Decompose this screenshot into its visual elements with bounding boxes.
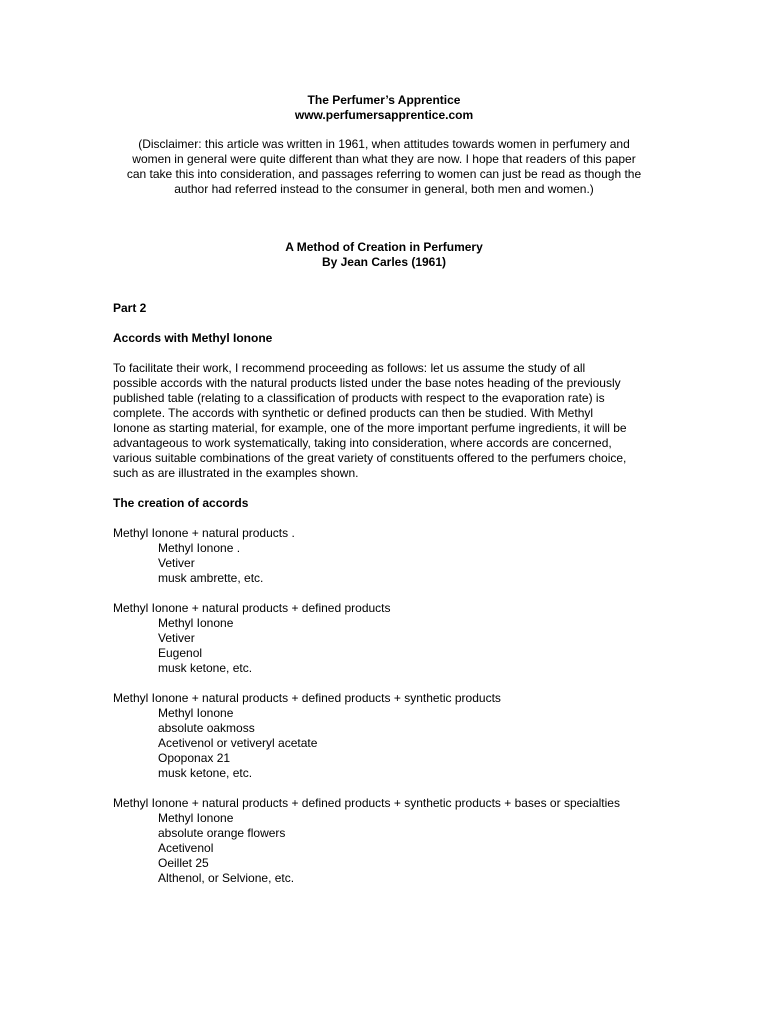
accord-ingredient: musk ketone, etc. bbox=[158, 766, 253, 780]
article-title: A Method of Creation in Perfumery bbox=[285, 240, 483, 254]
section-heading-accords: Accords with Methyl Ionone bbox=[113, 331, 273, 345]
article-body bbox=[113, 301, 653, 901]
disclaimer-line: can take this into consideration, and passages referring to women can just be read as though the bbox=[126, 167, 642, 181]
accord-ingredient: absolute oakmoss bbox=[158, 721, 255, 735]
article-byline: By Jean Carles (1961) bbox=[321, 255, 447, 269]
accord-ingredient: musk ketone, etc. bbox=[158, 661, 253, 675]
accord-ingredient: Oeillet 25 bbox=[158, 856, 209, 870]
accord-ingredient: absolute orange flowers bbox=[158, 826, 286, 840]
accord-group bbox=[113, 796, 653, 886]
site-url: www.perfumersapprentice.com bbox=[294, 108, 474, 122]
part-label: Part 2 bbox=[113, 301, 147, 315]
accord-ingredient: Althenol, or Selvione, etc. bbox=[158, 871, 295, 885]
accord-formula: Methyl Ionone + natural products + defined products + synthetic products bbox=[113, 691, 501, 705]
paragraph-line: advantageous to work systematically, taking into consideration, where accords are concerned, bbox=[113, 436, 612, 450]
accord-ingredient: Eugenol bbox=[158, 646, 203, 660]
accord-ingredient: Vetiver bbox=[158, 631, 195, 645]
paragraph-line: complete. The accords with synthetic or defined products can then be studied. With Methyl bbox=[113, 406, 594, 420]
accord-ingredient: Methyl Ionone bbox=[158, 811, 234, 825]
accord-formula: Methyl Ionone + natural products + defined products bbox=[113, 601, 391, 615]
article-title-block bbox=[0, 240, 768, 270]
site-title: The Perfumer’s Apprentice bbox=[307, 93, 461, 107]
intro-paragraph bbox=[113, 361, 653, 481]
accord-ingredient: Methyl Ionone . bbox=[158, 541, 241, 555]
accord-ingredient: Acetivenol or vetiveryl acetate bbox=[158, 736, 318, 750]
paragraph-line: such as are illustrated in the examples shown. bbox=[113, 466, 359, 480]
paragraph-line: possible accords with the natural products listed under the base notes heading of the previously bbox=[113, 376, 621, 390]
accord-formula: Methyl Ionone + natural products . bbox=[113, 526, 295, 540]
accord-group bbox=[113, 601, 653, 676]
accord-ingredient: Methyl Ionone bbox=[158, 616, 234, 630]
paragraph-line: various suitable combinations of the great variety of constituents offered to the perfumers choice, bbox=[113, 451, 627, 465]
paragraph-line: Ionone as starting material, for example, one of the more important perfume ingredients, it will be bbox=[113, 421, 627, 435]
accord-group bbox=[113, 526, 653, 586]
section-heading-creation: The creation of accords bbox=[113, 496, 249, 510]
accord-group bbox=[113, 691, 653, 781]
accord-ingredient: Methyl Ionone bbox=[158, 706, 234, 720]
disclaimer-line: author had referred instead to the consumer in general, both men and women.) bbox=[174, 182, 594, 196]
disclaimer-line: (Disclaimer: this article was written in 1961, when attitudes towards women in perfumery and bbox=[138, 137, 630, 151]
disclaimer bbox=[100, 137, 668, 197]
accord-ingredient: Acetivenol bbox=[158, 841, 214, 855]
paragraph-line: To facilitate their work, I recommend proceeding as follows: let us assume the study of all bbox=[113, 361, 586, 375]
disclaimer-line: women in general were quite different than what they are now. I hope that readers of this paper bbox=[132, 152, 636, 166]
paragraph-line: published table (relating to a classification of products with respect to the evaporation rate) is bbox=[113, 391, 605, 405]
accord-ingredient: Vetiver bbox=[158, 556, 195, 570]
document-header bbox=[0, 93, 768, 123]
accord-ingredient: musk ambrette, etc. bbox=[158, 571, 264, 585]
accord-ingredient: Opoponax 21 bbox=[158, 751, 231, 765]
accord-formula: Methyl Ionone + natural products + defined products + synthetic products + bases or specialties bbox=[113, 796, 620, 810]
